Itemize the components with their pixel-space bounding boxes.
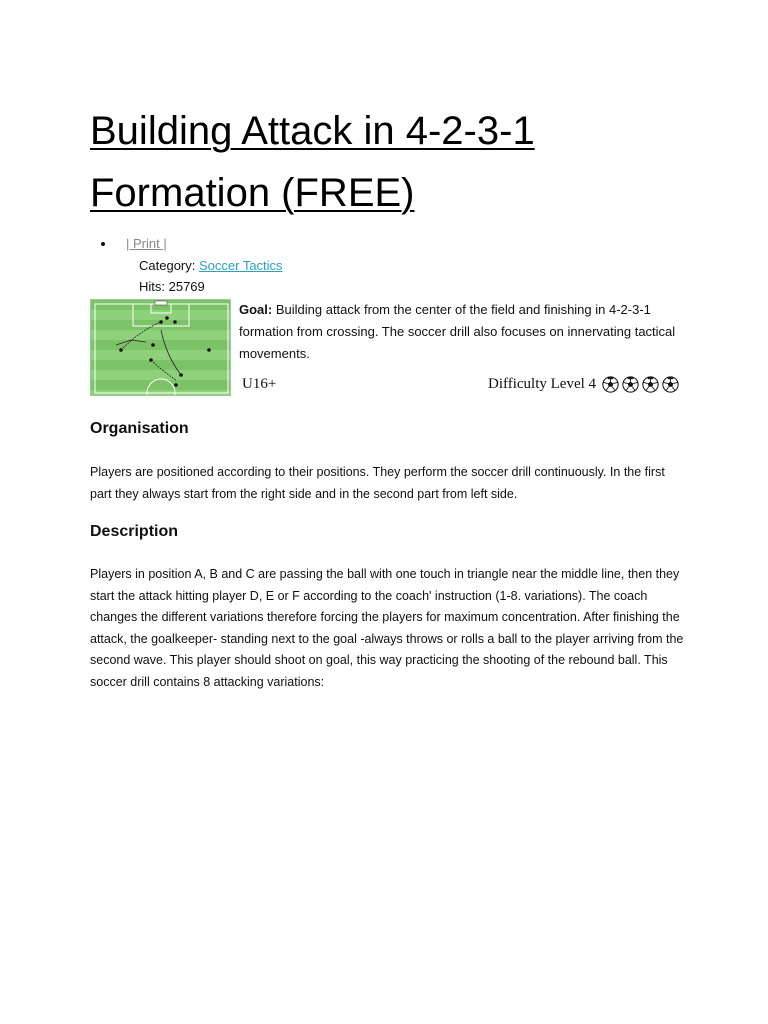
category-label: Category: <box>139 258 199 273</box>
description-text: Players in position A, B and C are passing the ball with one touch in triangle near the middle line, then they start the attack hitting player D, E or F according to the coach' instruction (1-8. variations). The coach changes the different variations therefore forcing the players for maximum concentration. After finishing the attack, the goalkeeper- standing next to the goal -always throws or rolls a ball to the player arriving from the second wave. This player should shoot on goal, this way practicing the shooting of the rebound ball. This soccer drill contains 8 attacking variations: <box>90 567 684 689</box>
category-line <box>139 256 283 276</box>
difficulty-rating <box>488 376 679 393</box>
soccer-ball-icon <box>622 376 639 393</box>
soccer-ball-icon <box>662 376 679 393</box>
article-meta-list <box>100 234 167 254</box>
difficulty-balls <box>599 376 679 393</box>
soccer-ball-icon <box>642 376 659 393</box>
age-group: U16+ <box>242 376 277 392</box>
goal-text: Building attack from the center of the field and finishing in 4-2-3-1 formation from crossing. The soccer drill also focuses on innervating tactical movements. <box>239 302 676 361</box>
print-item <box>116 234 167 254</box>
organisation-text: Players are positioned according to their positions. They perform the soccer drill continuously. In the first part they always start from the right side and in the second part from left side. <box>90 465 665 501</box>
goal-label: Goal: <box>239 302 273 317</box>
difficulty-label: Difficulty Level 4 <box>488 376 597 392</box>
drill-diagram-image <box>90 299 231 396</box>
category-link[interactable]: Soccer Tactics <box>198 258 283 273</box>
page-title: Building Attack in 4-2-3-1 Formation (FREE) <box>90 109 535 215</box>
description-heading: Description <box>90 523 179 540</box>
soccer-ball-icon <box>602 376 619 393</box>
organisation-heading: Organisation <box>90 420 189 437</box>
hits-count: Hits: 25769 <box>139 279 205 294</box>
goal-paragraph <box>239 299 679 365</box>
print-link[interactable]: | Print | <box>126 236 167 251</box>
